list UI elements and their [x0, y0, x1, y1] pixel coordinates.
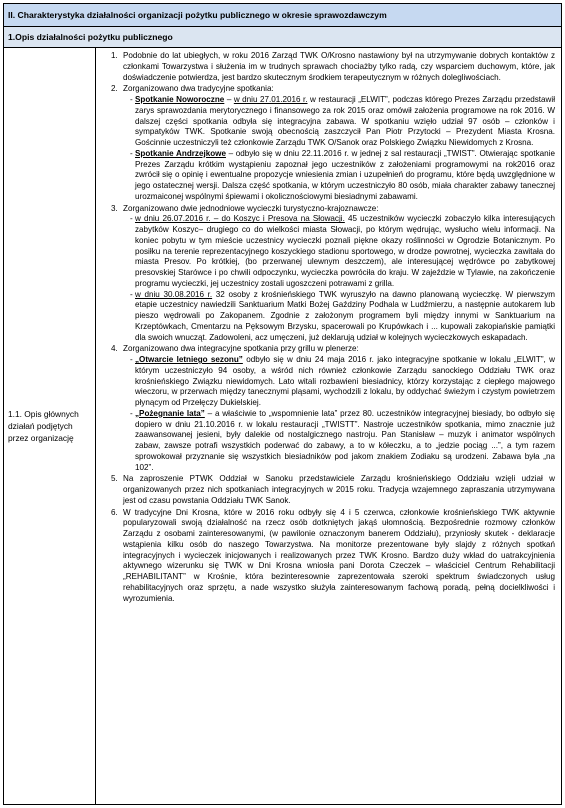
sub-list: [123, 355, 555, 473]
list-item: [120, 508, 555, 605]
item-text: Na zaproszenie PTWK Oddział w Sanoku przedstawiciele Zarządu krośnieńskiego Oddziału wzięli udział w organizowanych przez nich spotkaniach integracyjnych w 2015 roku. Tradycja wzajemnego zapraszania utrzymywana jest od czasu powstania Oddziału TWK Sanok.: [123, 474, 555, 505]
list-item: [120, 474, 555, 506]
event-text: w restauracji „ELWIT”, podczas którego Prezes Zarządu przedstawił zarys sprawozdania merytorycznego i finansowego za rok 2015 oraz omówił założenia programowe na rok 2016. W dalszej części spotkania odbyła się integracyjna zabawa. W spotkaniu wzięło udział 97 osób – członków i sympatyków TWK. Spotkanie swoją obecnością zaszczycił Pan Piotr Przytocki – Prezydent Miasta Krosna. Gościnnie uczestniczyli też członkowie Zarządu TWK O/Sanok oraz Polskiego Związku Niewidomych z Krosna.: [135, 95, 556, 147]
section-title: II. Charakterystyka działalności organizacji pożytku publicznego w okresie sprawozdawczym: [4, 4, 561, 27]
document-table: [3, 3, 562, 805]
sub-list: [123, 95, 555, 203]
list-item: [120, 344, 555, 473]
event-title: Spotkanie Noworoczne: [135, 95, 225, 104]
event-title: Spotkanie Andrzejkowe: [135, 148, 226, 158]
description-cell: [96, 47, 561, 804]
subsection-title: 1.Opis działalności pożytku publicznego: [4, 27, 561, 48]
sub-list-item: [135, 409, 555, 474]
row-label: 1.1. Opis głównych działań podjętych przez organizację: [8, 408, 79, 443]
list-item: [120, 51, 555, 83]
event-text: – a właściwie to „wspomnienie lata” przez 80. uczestników integracyjnej biesiady, bo odbyło się dopiero w dniu 21.10.2016 r. w lokalu restauracji „TWISTT”. Nastroje uczestników spotkania, mimo znacznie już zaawansowanej jesieni, były dalekie od nostalgicznego nastroju. Pan Stanisław – muzyk i animator wspólnych zabaw, zawsze potrafi wszystkich poderwać do zabawy, a to w kółeczku, a to „jedzie pociąg ...”, a tym razem sprowokował przyznanie się wszystkich biesiadników pod jakom znakiem Zodiaku są urodzeni. Zabawa była „na 102”.: [135, 408, 555, 472]
trip-text: 32 osoby z krośnieńskiego TWK wyruszyło na dawno planowaną wycieczkę. W pierwszym etapie uczestnicy nawiedzili Sanktuarium Matki Bożej Gaździny Podhala w Ludźmierzu, a następnie autokarem lub pieszo wędrowali po Zakopanem. Zgodnie z założonym programem byli między innymi w Sanktuarium na Krzeptówkach, Cmentarzu na Pęksowym Brzysku, spacerowali po Krupówkach i ... kupowali zakopiańskie pamiątki dla swoich wnucząt. Zadowoleni, acz umęczeni, już deklarują udział w kolejnych wycieczkowych eskapadach.: [135, 289, 555, 342]
item-text: Podobnie do lat ubiegłych, w roku 2016 Zarząd TWK O/Krosno nastawiony był na utrzymywanie dobrych kontaktów z członkami Towarzystwa i służenia im w trudnych sprawach chociażby tylko radą, czy wsparciem duchowym, które, jak doświadczenie potwierdza, jest bardzo skutecznym środkiem terapeutycznym w różnych dolegliwościach.: [123, 51, 555, 82]
row-label-cell: [4, 47, 96, 804]
trip-date: w dniu 30.08.2016 r.: [135, 289, 213, 299]
activities-list: [102, 51, 555, 604]
event-text: odbyło się w dniu 24 maja 2016 r. jako integracyjne spotkanie w lokalu „ELWIT”, w którym uczestniczyło 94 osoby, a wśród nich również członkowie Zarządu sanockiego Oddziału TWK oraz krośnieńskiego Związku niewidomych. Lato witali rozbawieni biesiadnicy, którzy korzystając z ciepłego majowego wieczoru, w przerwach między tanecznymi pląsami, wychodzili z lokalu, by oddychać świeżym i czystym powietrzem płynącym od Przełęczy Dukielskiej.: [135, 355, 555, 407]
list-item: [120, 204, 555, 344]
table-row: [4, 47, 561, 804]
sub-list-item: - Spotkanie Noworoczne – w dniu 27.01.2016 r. w restauracji „ELWIT”, podczas którego Prezes Zarządu przedstawił zarys sprawozdania merytorycznego i finansowego za rok 2015 oraz omówił założenia programowe na rok 2016. W dalszej części spotkania odbyła się integracyjna zabawa. W spotkaniu wzięło udział 97 osób – członków i sympatyków TWK. Spotkanie swoją obecnością zaszczycił Pan Piotr Przytocki – Prezydent Miasta Krosna. Gościnnie uczestniczyli też członkowie Zarządu TWK O/Sanok oraz Polskiego Związku Niewidomych z Krosna.: [135, 95, 555, 149]
event-text: – odbyło się w dniu 22.11.2016 r. w jednej z sal restauracji „TWIST”. Otwierając spotkanie Prezes Zarządu krótkim wystąpieniu zapoznał jego uczestników z założeniami programowymi na rok2016 oraz zwrócił się o opinię i ewentualne propozycje wniesienia zmian i uzupełnień do programu, które będą uwzględnione w jego ostatecznej wersji. Dalsza część spotkania, w którym uczestniczyło 80 osób, miała charakter zabawy tanecznej urozmaiconej wspólnymi śpiewami i okolicznościowymi biesiadnymi zabawami.: [135, 148, 555, 201]
trip-date: w dniu 26.07.2016 r.: [135, 214, 211, 224]
sub-list-item: [135, 149, 555, 203]
event-date: w dniu 27.01.2016 r.: [233, 95, 308, 104]
sub-list: [123, 214, 555, 343]
sub-list-item: [135, 355, 555, 409]
list-item: [120, 84, 555, 202]
trip-text: 45 uczestników wycieczki zobaczyło kilka interesujących zabytków Koszyc– drugiego co do wielkości miasta Słowacji, po którym wędrując, wysłucho wielu informacji. Na koniec pobytu w tym mieście uczestnicy wycieczki poznali piękne okazy roślinności w Ogrodzie Botanicznym. Po posiłku na terenie reprezentacyjnego koszyckiego stadionu sportowego, w drodze powrotnej, wycieczka zawitała do miasta Presov. Po krótkiej, (bo przerwanej ulewnym deszczem), ale interesującej wędrówce po zabytkowej presovskiej Starówce i po chwili odpoczynku, wycieczka powróciła do kraju. W zajeździe w Tylawie, na zakończenie programu wycieczki, jej uczestnicy zostali ugoszczeni potrawami z grilla.: [135, 214, 555, 288]
item-intro: Zorganizowano dwie jednodniowe wycieczki turystyczno-krajoznawcze:: [123, 203, 379, 213]
sub-list-item: [135, 290, 555, 344]
event-title: „Pożegnanie lata”: [135, 408, 205, 418]
event-title: „Otwarcie letniego sezonu”: [135, 355, 243, 364]
sub-list-item: [135, 214, 555, 289]
item-intro: Zorganizowano dwa tradycyjne spotkania:: [123, 84, 274, 94]
item-text: W tradycyjne Dni Krosna, które w 2016 roku odbyły się 4 i 5 czerwca, członkowie krośnieńskiego TWK aktywnie popularyzowali swoją działalność na rzecz osób dotkniętych jakąś ułomnością. Bezpośrednie rozmowy członków Zarządu z osobami zainteresowanymi, (w pawilonie oznaczonym banerem Oddziału), przyniosły skutek - deklaracje wstąpienia kilku osób do naszego Towarzystwa. Na monitorze prezentowane były slajdy z różnych spotkań integracyjnych i wycieczek inicjowanych i realizowanych przez TWK Krosno. Bardzo duży wkład do uatrakcyjnienia aktywnego wizerunku się TWK w Dni Krosna wniosła pani Dorota Czeczek – właściciel Centrum Rehabilitacji „REHABILITANT” w Krośnie, która bezinteresownie zaprezentowała szeroki spektrum świadczonych usług rehabilitacyjnych oraz sprzętu, a nade wszystko służyła zainteresowanym fachową poradą, pełną docielkliwości i wyrozumienia.: [123, 507, 555, 603]
trip-destination: – do Koszyc i Presova na Słowacji.: [210, 214, 345, 224]
item-intro: Zorganizowano dwa integracyjne spotkania przy grillu w plenerze:: [123, 344, 359, 354]
